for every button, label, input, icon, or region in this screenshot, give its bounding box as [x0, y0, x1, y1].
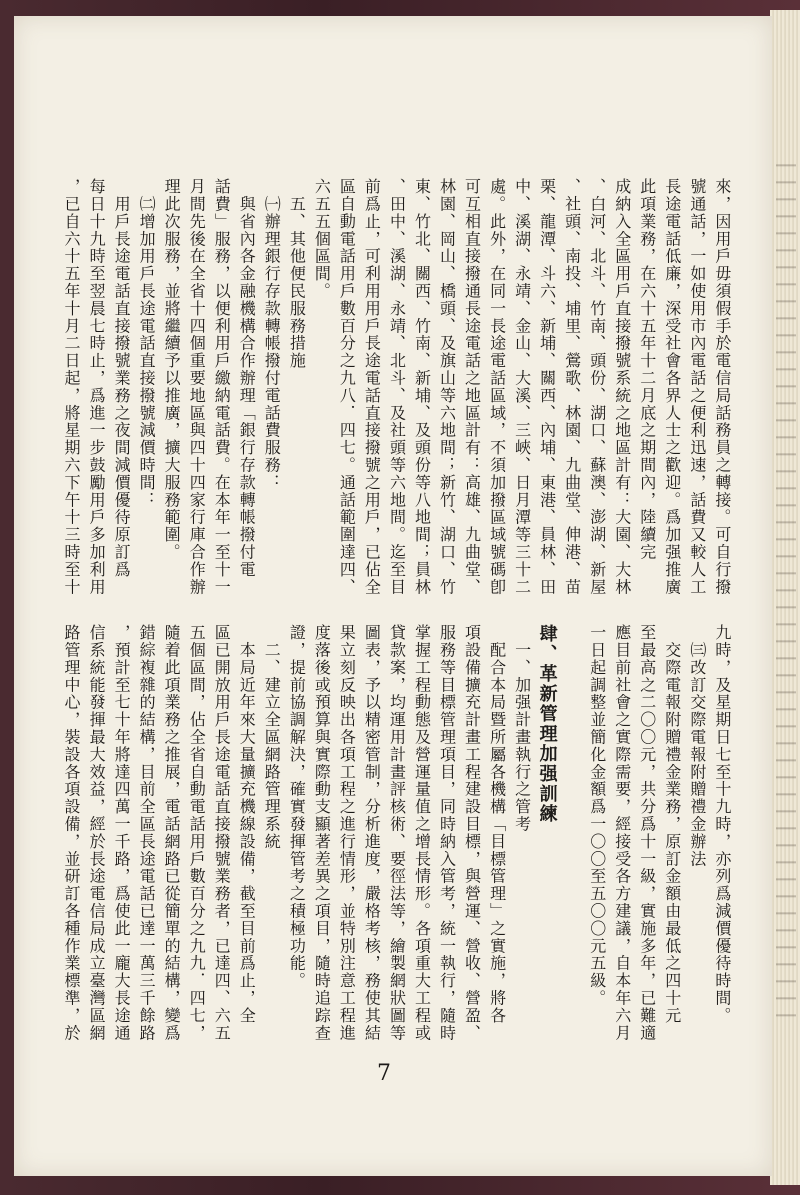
text-column: 來，因用戶毋須假手於電信局話務員之轉接。可自行撥 [712, 178, 732, 596]
text-column: ，預計至七十年將達四萬一千路，爲使此一龐大長途通 [112, 624, 132, 1042]
text-column: 區已開放用戶長途電話直接撥號業務者，已達四、六五 [212, 624, 232, 1042]
text-column: ，已自六十五年十月二日起，將星期六下午十三時至十 [62, 178, 82, 596]
text-column: 服務等目標管理項目，同時納入管考，統一執行，隨時 [437, 624, 457, 1042]
text-column: 林園、岡山、橋頭、及旗山等六地間；新竹、湖口、竹 [437, 178, 457, 596]
text-column: 二、建立全區網路管理系統 [262, 624, 282, 851]
text-column: 號通話，一如使用市內電話之便利迅速，話費又較人工 [687, 178, 707, 596]
text-column: 前爲止，可利用用戶長途電話直接撥號之用戶，已佔全 [362, 178, 382, 596]
lower-text-block [60, 624, 736, 1042]
text-column: 一日起調整並簡化金額爲一〇〇至五〇〇元五級。 [587, 624, 607, 1007]
text-column: 肆、革新管理加强訓練 [536, 624, 558, 824]
text-column: 交際電報附贈禮金業務，原訂金額由最低之四十元 [662, 624, 682, 1025]
text-column: 每日十九時至翌晨七時止，爲進一步鼓勵用戶多加利用 [87, 178, 107, 596]
text-column: 成納入全區用戶直接撥號系統之地區計有：大園、大林 [612, 178, 632, 596]
text-column: 隨着此項業務之推展，電話網路已從簡單的結構，變爲 [162, 624, 182, 1042]
text-column: ㈢改訂交際電報附贈禮金辦法 [687, 624, 707, 868]
text-column: 與省內各金融機構合作辦理「銀行存款轉帳撥付電 [237, 178, 257, 579]
text-column: 一、加强計畫執行之管考 [512, 624, 532, 833]
upper-text-block [60, 178, 736, 596]
text-column: 可互相直接撥通長途電話之地區計有：高雄、九曲堂、 [462, 178, 482, 596]
text-column: 應目前社會之實際需要，經接受各方建議，自本年六月 [612, 624, 632, 1042]
text-column [561, 624, 586, 1042]
text-column: 果立刻反映出各項工程之進行情形，並特別注意工程進 [337, 624, 357, 1042]
text-column: 貸款案，均運用計畫評核術、要徑法等，繪製網狀圖等 [387, 624, 407, 1042]
text-column: 項設備擴充計畫工程建設目標，與營運、營收、營盈、 [462, 624, 482, 1042]
text-column: 、社頭、南投、埔里、鶯歌、林園、九曲堂、伸港、苗 [562, 178, 582, 596]
text-column: 中、溪湖、永靖、金山、大溪、三峽、日月潭等三十二 [512, 178, 532, 596]
text-column: 信系統能發揮最大效益，經於長途電信局成立臺灣區網 [87, 624, 107, 1042]
text-column: 處。此外，在同一長途電話區域，不須加撥區域號碼卽 [487, 178, 507, 596]
text-column: 用戶長途電話直接撥號業務之夜間減價優待原訂爲 [112, 178, 132, 579]
text-column: 理此次服務，並將繼續予以推廣，擴大服務範圍。 [162, 178, 182, 561]
text-column: 東、竹北、關西、竹南、新埔、及頭份等八地間；員林 [412, 178, 432, 596]
text-column: 區自動電話用戶數百分之九八．四七。通話範圍達四、 [337, 178, 357, 596]
text-column: 、白河、北斗、竹南、頭份、湖口、蘇澳、澎湖、新屋 [587, 178, 607, 596]
text-column: 路管理中心，裝設各項設備，並研訂各種作業標準，於 [62, 624, 82, 1042]
text-column: 配合本局暨所屬各機構「目標管理」之實施，將各 [487, 624, 507, 1025]
page-number: 7 [377, 1061, 391, 1086]
text-column: 本局近年來大量擴充機線設備，截至目前爲止，全 [237, 624, 257, 1025]
text-column: 圖表，予以精密管制，分析進度，嚴格考核，務使其結 [362, 624, 382, 1042]
document-page [14, 16, 772, 1176]
text-column: 長途電話低廉，深受社會各界人士之歡迎。爲加强推廣 [662, 178, 682, 596]
text-column: 五個區間，佔全省自動電話用戶數百分之九九．四七， [187, 624, 207, 1042]
text-column: 話費」服務，以便利用戶繳納電話費。在本年一至十一 [212, 178, 232, 596]
text-column: ㈠辦理銀行存款轉帳撥付電話費服務： [262, 178, 282, 492]
text-column: 月間先後在全省十四個重要地區與四十四家行庫合作辦 [187, 178, 207, 596]
text-column: 錯綜複雜的結構，目前全區長途電話已達一萬三千餘路 [137, 624, 157, 1042]
text-column: 、田中、溪湖、永靖、北斗、及社頭等六地間。迄至目 [387, 178, 407, 596]
thumb-index-marks [776, 150, 796, 1030]
text-column: 度落後或預算與實際動支顯著差異之項目，隨時追踪查 [312, 624, 332, 1042]
text-column: ㈡增加用戶長途電話直接撥號減價時間： [137, 178, 157, 509]
text-column: 此項業務，在六十五年十二月底之期間內，陸續完 [637, 178, 657, 561]
text-column: 栗、龍潭、斗六、新埔、關西、內埔、東港、員林、田 [537, 178, 557, 596]
text-column: 九時，及星期日七至十九時，亦列爲減價優待時間。 [712, 624, 732, 1025]
text-column: 至最高之二〇〇元，共分爲十一級，實施多年，已難適 [637, 624, 657, 1042]
text-column: 掌握工程動態及營運量值之增長情形。各項重大工程或 [412, 624, 432, 1042]
text-column: 五、其他便民服務措施 [287, 178, 307, 370]
text-column: 證，提前協調解決，確實發揮管考之積極功能。 [287, 624, 307, 990]
text-column: 六五五個區間。 [312, 178, 332, 300]
